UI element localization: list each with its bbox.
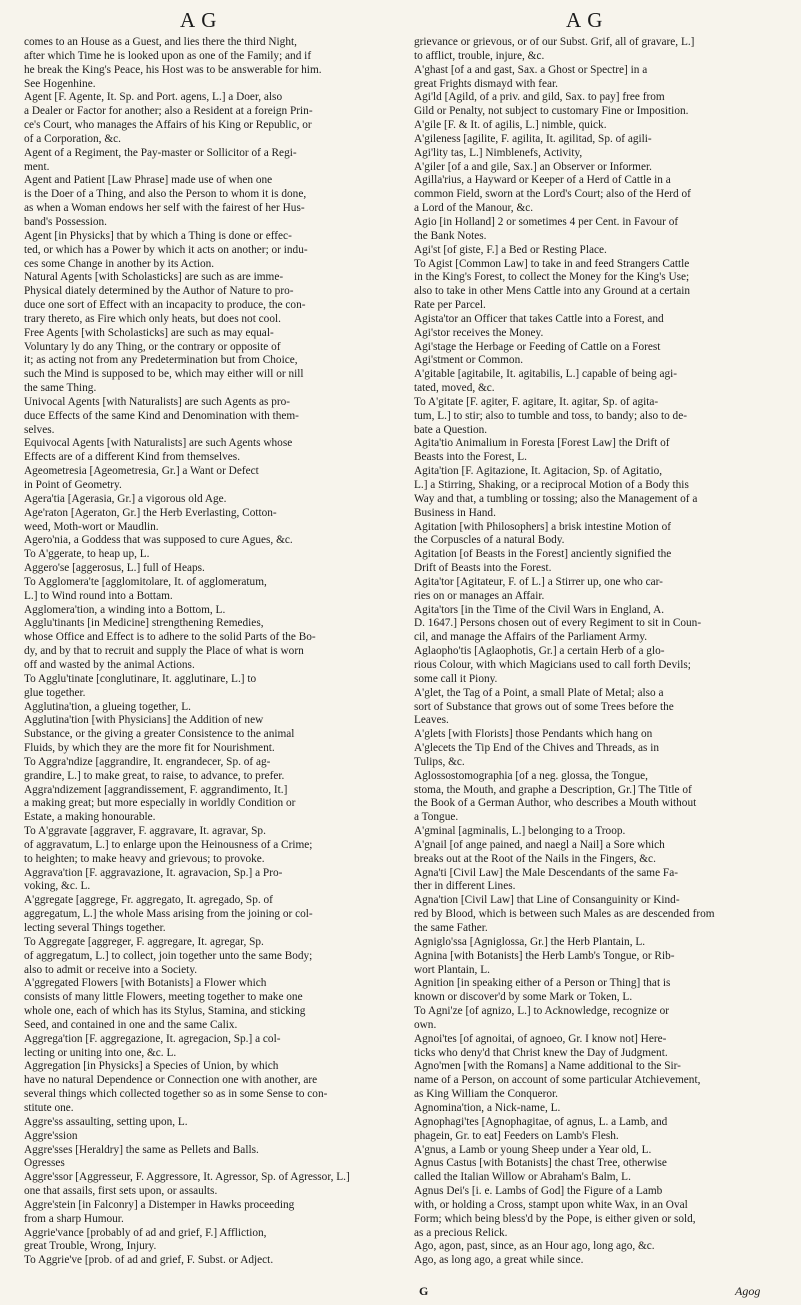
entry-line: comes to an House as a Guest, and lies there the third Night,: [24, 36, 297, 48]
entry-line: of aggregatum, L.] to collect, join together unto the same Body;: [24, 949, 313, 962]
entry-line: To Aggrie've [prob. of ad and grief, F. Subst. or Adject.: [24, 1254, 274, 1267]
entry-line: Aggrie'vance [probably of ad and grief, F.] Affliction,: [24, 1226, 267, 1239]
right-column: [414, 36, 780, 1268]
entry-line: with, or holding a Cross, stampt upon white Wax, in an Oval: [414, 1198, 688, 1211]
entry-line: ment.: [24, 160, 50, 173]
entry-line: ries on or manages an Affair.: [414, 589, 545, 602]
entry-line: Seed, and contained in one and the same Calix.: [24, 1018, 238, 1031]
entry-line: Agnoi'tes [of agnoitai, of agnoeo, Gr. I know not] Here-: [414, 1032, 667, 1045]
entry-line: Business in Hand.: [414, 506, 496, 519]
entry-line: cil, and manage the Affairs of the Parliament Army.: [414, 631, 648, 644]
entry-line: Agent of a Regiment, the Pay-master or Sollicitor of a Regi-: [24, 146, 297, 159]
entry-line: Agglu'tinants [in Medicine] strengthening Remedies,: [24, 617, 264, 630]
entry-line: several things which collected together so as in some Sense to con-: [24, 1088, 328, 1101]
entry-line: A'glet, the Tag of a Point, a small Plate of Metal; also a: [414, 686, 664, 699]
entry-line: stitute one.: [24, 1101, 74, 1114]
entry-line: To Agni'ze [of agnizo, L.] to Acknowledge, recognize or: [414, 1005, 670, 1018]
entry-line: is the Doer of a Thing, and also the Person to whom it is done,: [24, 188, 307, 201]
entry-line: Aggre'ss assaulting, setting upon, L.: [24, 1115, 188, 1128]
entry-line: Natural Agents [with Scholasticks] are such as are imme-: [24, 271, 284, 284]
entry-line: See Hogenhine.: [24, 77, 96, 90]
entry-line: Ogresses: [24, 1157, 65, 1170]
entry-line: Agita'tors [in the Time of the Civil Wars in England, A.: [414, 603, 665, 616]
entry-line: the Book of a German Author, who describes a Mouth without: [414, 797, 697, 810]
entry-line: great Trouble, Wrong, Injury.: [24, 1240, 157, 1253]
signature-mark: G: [419, 1284, 429, 1298]
entry-line: Aggra'ndizement [aggrandissement, F. aggrandimento, It.]: [24, 783, 288, 796]
entry-line: Aggrega'tion [F. aggregazione, It. agregacion, Sp.] a col-: [24, 1032, 281, 1045]
entry-line: the same Father.: [414, 922, 488, 934]
entry-line: Agglutina'tion [with Physicians] the Addition of new: [24, 714, 264, 727]
entry-line: the Corpuscles of a natural Body.: [414, 534, 565, 547]
entry-line: Ago, agon, past, since, as an Hour ago, long ago, &c.: [414, 1240, 655, 1253]
entry-line: as when a Woman endows her self with the fairest of her Hus-: [24, 202, 305, 215]
entry-line: duce Effects of the same Kind and Denomination with them-: [24, 409, 299, 422]
entry-line: selves.: [24, 423, 55, 436]
entry-line: Equivocal Agents [with Naturalists] are such Agents whose: [24, 437, 293, 450]
entry-line: Agitation [of Beasts in the Forest] anciently signified the: [414, 548, 672, 561]
entry-line: a Dealer or Factor for another; also a Resident at a foreign Prin-: [24, 105, 313, 118]
entry-line: from a sharp Humour.: [24, 1212, 124, 1225]
entry-line: Aggre'ssor [Aggresseur, F. Aggressore, It. Agressor, Sp. of Agressor, L.]: [24, 1171, 350, 1184]
entry-line: tum, L.] to stir; also to tumble and toss, to bandy; also to de-: [414, 409, 687, 422]
entry-line: Rate per Parcel.: [414, 299, 486, 312]
left-column: [24, 36, 390, 1268]
entry-line: of aggravatum, L.] to enlarge upon the Heinousness of a Crime;: [24, 838, 313, 851]
entry-line: a Lord of the Manour, &c.: [414, 202, 534, 215]
entry-line: Free Agents [with Scholasticks] are such as may equal-: [24, 326, 274, 339]
entry-line: To Agist [Common Law] to take in and feed Strangers Cattle: [414, 257, 690, 270]
entry-line: lecting or uniting into one, &c. L.: [24, 1046, 177, 1059]
entry-line: lecting several Things together.: [24, 922, 166, 934]
entry-line: Agnition [in speaking either of a Person or Thing] that is: [414, 977, 671, 990]
entry-line: L.] a Stirring, Shaking, or a reciprocal Motion of a Body this: [414, 479, 689, 491]
entry-line: To Agglomera'te [agglomitolare, It. of agglomeratum,: [24, 575, 267, 588]
entry-line: A'ggregate [aggrege, Fr. aggregato, It. agregado, Sp. of: [24, 894, 273, 907]
entry-line: weed, Moth-wort or Maudlin.: [24, 520, 159, 533]
entry-line: Agent and Patient [Law Phrase] made use of when one: [24, 174, 273, 187]
entry-line: Age'raton [Ageraton, Gr.] the Herb Everlasting, Cotton-: [24, 506, 277, 519]
entry-line: tated, moved, &c.: [414, 382, 495, 395]
entry-line: Agna'ti [Civil Law] the Male Descendants of the same Fa-: [414, 866, 678, 879]
entry-line: Agita'tio Animalium in Foresta [Forest Law] the Drift of: [414, 437, 670, 450]
entry-line: dy, and by that to recruit and supply the Place of what is worn: [24, 645, 304, 658]
entry-line: red by Blood, which is between such Males as are descended from: [414, 908, 715, 921]
entry-line: Agi'stment or Common.: [414, 354, 524, 367]
entry-line: Beasts into the Forest, L.: [414, 451, 527, 464]
entry-line: Agera'tia [Agerasia, Gr.] a vigorous old Age.: [24, 492, 227, 505]
entry-line: sort of Substance that grows out of some Trees before the: [414, 700, 674, 713]
entry-line: grievance or grievous, or of our Subst. Grif, all of gravare, L.]: [414, 36, 695, 48]
entry-line: wort Plantain, L.: [414, 963, 490, 976]
entry-line: grandire, L.] to make great, to raise, to advance, to prefer.: [24, 769, 285, 782]
entry-line: Estate, a making honourable.: [24, 811, 156, 824]
entry-line: Agi'stor receives the Money.: [414, 326, 544, 339]
entry-line: ther in different Lines.: [414, 880, 516, 893]
entry-line: own.: [414, 1018, 437, 1031]
entry-line: Effects are of a different Kind from themselves.: [24, 451, 241, 464]
entry-line: as a precious Relick.: [414, 1226, 508, 1239]
entry-line: ce's Court, who manages the Affairs of his King or Republic, or: [24, 119, 312, 132]
entry-line: in the King's Forest, to collect the Money for the King's Use;: [414, 271, 690, 284]
entry-line: Agi'lity tas, L.] Nimblenefs, Activity,: [414, 146, 583, 159]
entry-line: Aggre'ssion: [24, 1129, 78, 1142]
entry-line: bate a Question.: [414, 423, 488, 436]
entry-line: Agnomina'tion, a Nick-name, L.: [414, 1101, 561, 1114]
entry-line: Agero'nia, a Goddess that was supposed to cure Agues, &c.: [24, 534, 293, 547]
entry-line: Univocal Agents [with Naturalists] are such Agents as pro-: [24, 395, 291, 408]
entry-line: Agglutina'tion, a glueing together, L.: [24, 700, 191, 713]
entry-line: of a Corporation, &c.: [24, 132, 121, 145]
entry-line: A'glecets the Tip End of the Chives and Threads, as in: [414, 742, 659, 755]
catchword: Agog: [735, 1284, 761, 1298]
entry-line: band's Possession.: [24, 215, 108, 228]
entry-line: Aglossostomographia [of a neg. glossa, the Tongue,: [414, 769, 649, 782]
entry-line: Agent [F. Agente, It. Sp. and Port. agens, L.] a Doer, also: [24, 91, 283, 104]
entry-line: after which Time he is looked upon as one of the Family; and if: [24, 49, 312, 62]
entry-line: Agita'tion [F. Agitazione, It. Agitacion, Sp. of Agitatio,: [414, 465, 663, 478]
entry-line: trary thereto, as Fire which only heats, but does not cool.: [24, 312, 281, 325]
entry-line: Gild or Penalty, not subject to customary Fine or Imposition.: [414, 105, 689, 118]
entry-line: A'ggregated Flowers [with Botanists] a Flower which: [24, 977, 267, 990]
entry-line: Way and that, a tumbling or tossing; also the Management of a: [414, 492, 698, 505]
entry-line: Agnus Dei's [i. e. Lambs of God] the Figure of a Lamb: [414, 1185, 663, 1198]
entry-line: A'giler [of a and gile, Sax.] an Observer or Informer.: [414, 160, 652, 173]
entry-line: rious Colour, with which Magicians used to call forth Devils;: [414, 658, 691, 671]
entry-line: Ago, as long ago, a great while since.: [414, 1254, 584, 1267]
entry-line: whose Office and Effect is to adhere to the solid Parts of the Bo-: [24, 631, 316, 644]
entry-line: A'gnus, a Lamb or young Sheep under a Year old, L.: [414, 1143, 652, 1156]
entry-line: Agniglo'ssa [Agniglossa, Gr.] the Herb Plantain, L.: [414, 935, 646, 948]
running-head-left: A G: [180, 8, 218, 32]
entry-line: Aggrava'tion [F. aggravazione, It. agravacion, Sp.] a Pro-: [24, 866, 283, 879]
entry-line: he break the King's Peace, his Host was to be answerable for him.: [24, 63, 322, 76]
entry-line: Aggre'sses [Heraldry] the same as Pellets and Balls.: [24, 1143, 259, 1156]
entry-line: also to take in other Mens Cattle into any Ground at a certain: [414, 285, 691, 298]
entry-line: such the Mind is supposed to be, which may either will or nill: [24, 368, 304, 381]
entry-line: Aggre'stein [in Falconry] a Distemper in Hawks proceeding: [24, 1198, 295, 1211]
entry-line: Agi'st [of giste, F.] a Bed or Resting Place.: [414, 243, 607, 256]
entry-line: To Agglu'tinate [conglutinare, It. agglutinare, L.] to: [24, 672, 257, 685]
entry-line: Agent [in Physicks] that by which a Thing is done or effec-: [24, 229, 292, 242]
entry-line: to heighten; to make heavy and grievous; to provoke.: [24, 852, 265, 865]
entry-line: Form; which being bless'd by the Pope, is either given or sold,: [414, 1212, 696, 1225]
entry-line: Agnus Castus [with Botanists] the chast Tree, otherwise: [414, 1157, 667, 1170]
entry-line: Agno'men [with the Romans] a Name additional to the Sir-: [414, 1060, 681, 1073]
entry-line: To A'ggerate, to heap up, L.: [24, 548, 150, 561]
entry-line: To A'ggravate [aggraver, F. aggravare, It. agravar, Sp.: [24, 825, 266, 838]
entry-line: consists of many little Flowers, meeting together to make one: [24, 991, 303, 1004]
entry-line: A'glets [with Florists] those Pendants which hang on: [414, 728, 653, 741]
entry-line: Agna'tion [Civil Law] that Line of Consanguinity or Kind-: [414, 894, 680, 907]
entry-line: Aglaopho'tis [Aglaophotis, Gr.] a certain Herb of a glo-: [414, 645, 665, 658]
entry-line: name of a Person, on account of some particular Atchievement,: [414, 1074, 701, 1087]
entry-line: Agi'stage the Herbage or Feeding of Cattle on a Forest: [414, 340, 661, 353]
entry-line: A'gileness [agilite, F. agilita, It. agilitad, Sp. of agili-: [414, 132, 652, 145]
entry-line: stoma, the Mouth, and graphe a Description, Gr.] The Title of: [414, 783, 692, 796]
entry-line: Aggregation [in Physicks] a Species of Union, by which: [24, 1060, 279, 1073]
entry-line: it; as acting not from any Predetermination but from Choice,: [24, 354, 298, 367]
entry-line: the Bank Notes.: [414, 229, 487, 242]
entry-line: Agilla'rius, a Hayward or Keeper of a Herd of Cattle in a: [414, 174, 671, 187]
entry-line: Agglomera'tion, a winding into a Bottom, L.: [24, 603, 226, 616]
entry-line: Agita'tor [Agitateur, F. of L.] a Stirrer up, one who car-: [414, 575, 663, 588]
entry-line: a Tongue.: [414, 811, 459, 824]
entry-line: Physical diately determined by the Author of Nature to pro-: [24, 285, 294, 298]
entry-line: Aggero'se [aggerosus, L.] full of Heaps.: [24, 562, 205, 575]
entry-line: ces some Change in another by its Action.: [24, 257, 215, 270]
running-head-right: A G: [566, 8, 604, 32]
entry-line: Fluids, by which they are the more fit for Nourishment.: [24, 742, 275, 755]
entry-line: L.] to Wind round into a Bottam.: [24, 589, 173, 602]
entry-line: ted, or which has a Power by which it acts on another; or indu-: [24, 243, 308, 256]
entry-line: known or discover'd by some Mark or Token, L.: [414, 991, 633, 1004]
entry-line: in Point of Geometry.: [24, 479, 122, 491]
entry-line: D. 1647.] Persons chosen out of every Regiment to sit in Coun-: [414, 617, 702, 630]
entry-line: Agitation [with Philosophers] a brisk intestine Motion of: [414, 520, 671, 533]
entry-line: Agio [in Holland] 2 or sometimes 4 per Cent. in Favour of: [414, 215, 679, 228]
entry-line: To A'gitate [F. agiter, F. agitare, It. agitar, Sp. of agita-: [414, 395, 659, 408]
entry-line: A'ghast [of a and gast, Sax. a Ghost or Spectre] in a: [414, 63, 648, 76]
entry-line: Drift of Beasts into the Forest.: [414, 562, 552, 575]
entry-line: common Field, sworn at the Lord's Court; also of the Herd of: [414, 188, 691, 201]
entry-line: great Frights dismayd with fear.: [414, 77, 559, 90]
entry-line: to afflict, trouble, injure, &c.: [414, 49, 545, 62]
entry-line: To Aggra'ndize [aggrandire, It. engrandecer, Sp. of ag-: [24, 755, 271, 768]
entry-line: the same Thing.: [24, 382, 97, 395]
entry-line: Ageometresia [Ageometresia, Gr.] a Want or Defect: [24, 465, 259, 478]
entry-line: breaks out at the Root of the Nails in the Fingers, &c.: [414, 852, 656, 865]
entry-line: Tulips, &c.: [414, 755, 465, 768]
entry-line: as King William the Conqueror.: [414, 1088, 558, 1101]
entry-line: duce one sort of Effect with an incapacity to produce, the con-: [24, 299, 306, 312]
entry-line: also to admit or receive into a Society.: [24, 963, 198, 976]
entry-line: Agnophagi'tes [Agnophagitae, of agnus, L. a Lamb, and: [414, 1115, 668, 1128]
entry-line: A'gile [F. & It. of agilis, L.] nimble, quick.: [414, 119, 607, 132]
entry-line: A'gminal [agminalis, L.] belonging to a Troop.: [414, 825, 626, 838]
entry-line: phagein, Gr. to eat] Feeders on Lamb's Flesh.: [414, 1129, 619, 1142]
entry-line: off and wasted by the animal Actions.: [24, 658, 195, 671]
entry-line: have no natural Dependence or Connection one with another, are: [24, 1074, 318, 1087]
entry-line: A'gnail [of ange pained, and naegl a Nail] a Sore which: [414, 838, 665, 851]
entry-line: Agi'ld [Agild, of a priv. and gild, Sax. to pay] free from: [414, 91, 665, 104]
entry-line: a making great; but more especially in worldly Condition or: [24, 797, 296, 810]
entry-line: some call it Piony.: [414, 672, 498, 685]
entry-line: glue together.: [24, 686, 86, 699]
entry-line: one that assails, first sets upon, or assaults.: [24, 1185, 218, 1198]
entry-line: voking, &c. L.: [24, 880, 91, 893]
entry-line: To Aggregate [aggreger, F. aggregare, It. agregar, Sp.: [24, 935, 264, 948]
entry-line: Agnina [with Botanists] the Herb Lamb's Tongue, or Rib-: [414, 949, 675, 962]
entry-line: aggregatum, L.] the whole Mass arising from the joining or col-: [24, 908, 313, 921]
entry-line: Agista'tor an Officer that takes Cattle into a Forest, and: [414, 312, 664, 325]
entry-line: A'gitable [agitabile, It. agitabilis, L.] capable of being agi-: [414, 368, 678, 381]
entry-line: called the Italian Willow or Abraham's Balm, L.: [414, 1171, 631, 1184]
entry-line: Voluntary ly do any Thing, or the contrary or opposite of: [24, 340, 281, 353]
entry-line: Substance, or the giving a greater Consistence to the animal: [24, 728, 295, 741]
entry-line: whole one, each of which has its Stylus, Stamina, and sticking: [24, 1005, 306, 1018]
entry-line: ticks who deny'd that Christ knew the Day of Judgment.: [414, 1046, 668, 1059]
entry-line: Leaves.: [414, 714, 449, 727]
